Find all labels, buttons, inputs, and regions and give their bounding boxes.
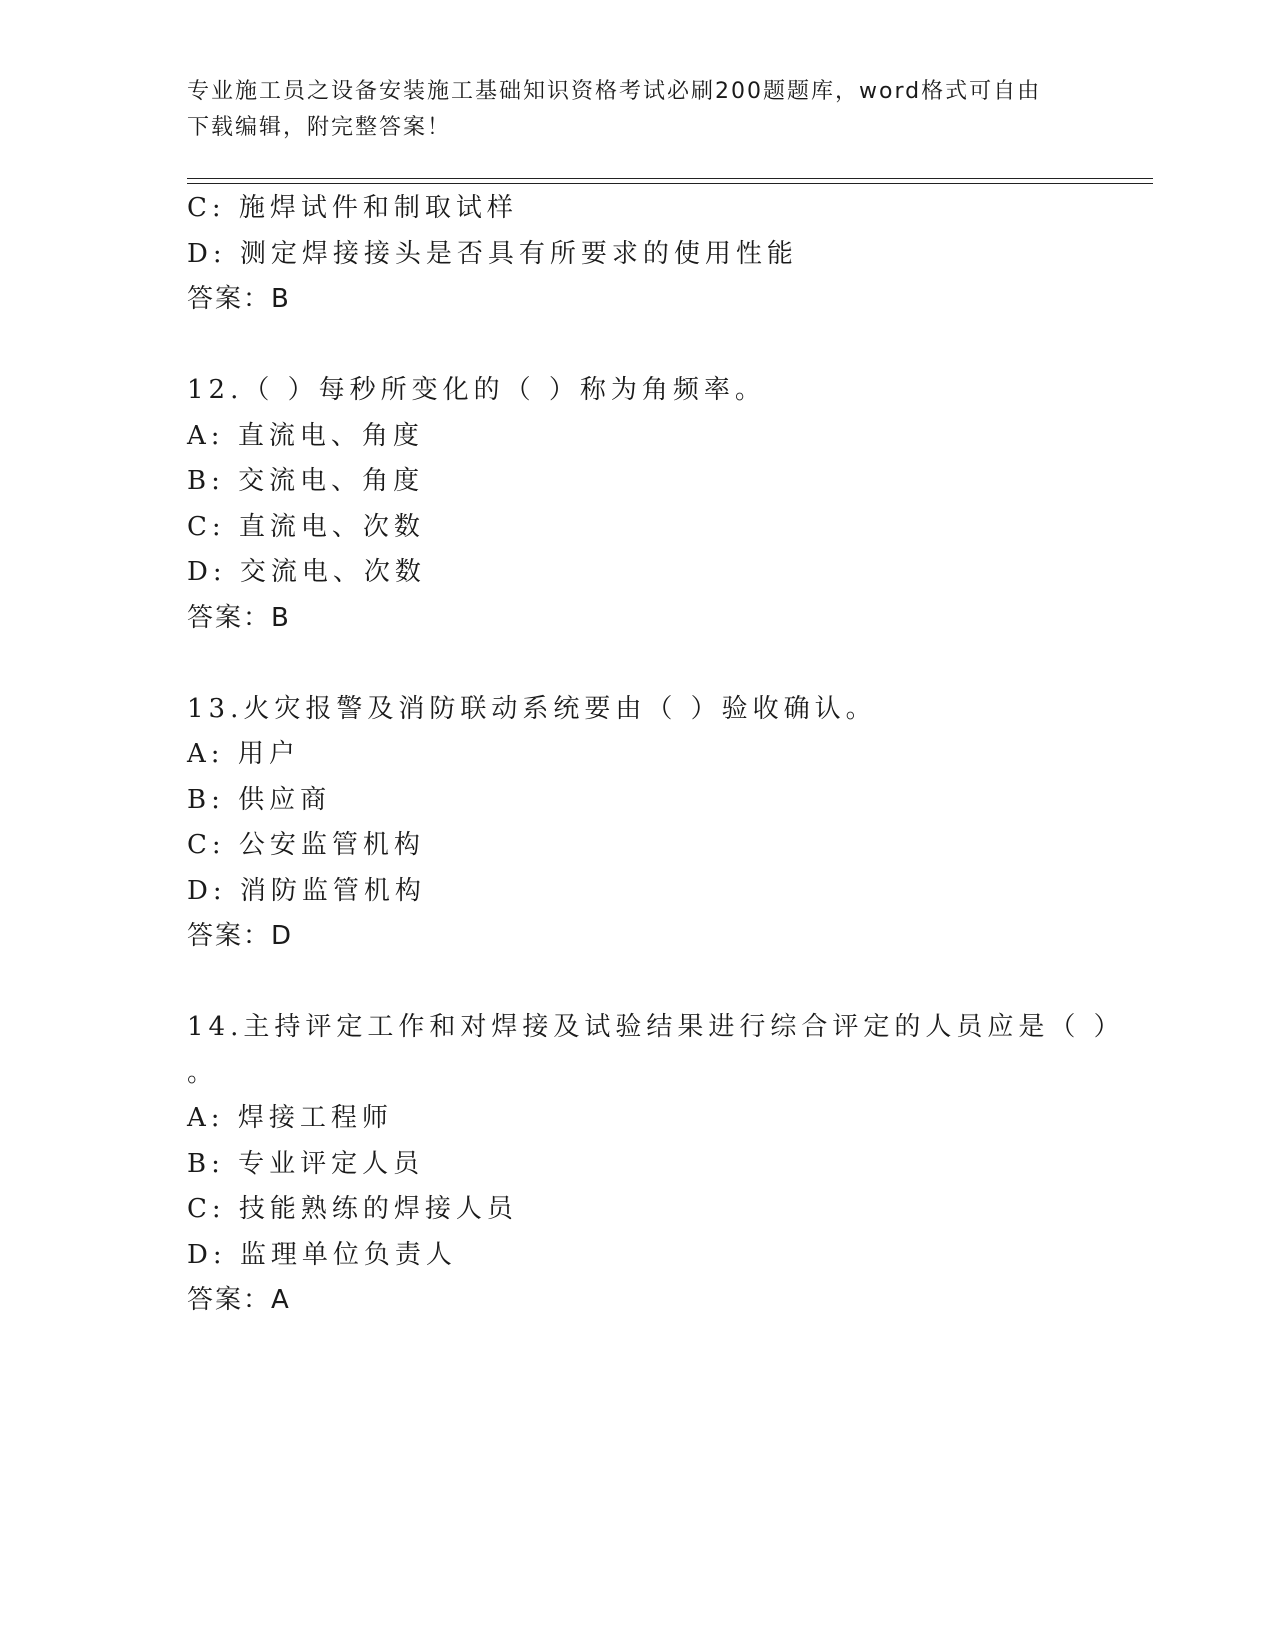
question-13 xyxy=(187,687,1087,960)
question-list xyxy=(187,186,1125,1324)
option-c: C: 施焊试件和制取试样 xyxy=(187,193,518,223)
answer-line: 答案：D xyxy=(187,921,294,951)
option-a: A: 用户 xyxy=(187,739,300,769)
document-header xyxy=(187,74,1067,146)
answer-line: 答案：B xyxy=(187,602,291,633)
question-11-continued xyxy=(187,186,1087,323)
option-a: A: 直流电、角度 xyxy=(187,420,424,451)
option-a: A: 焊接工程师 xyxy=(187,1103,393,1133)
option-b: B: 供应商 xyxy=(187,784,332,815)
answer-line: 答案：B xyxy=(187,284,291,314)
option-b: B: 交流电、角度 xyxy=(187,466,425,496)
option-c: C: 公安监管机构 xyxy=(187,830,425,860)
header-divider-top xyxy=(187,178,1153,179)
header-line-1: 专业施工员之设备安装施工基础知识资格考试必刷200题题库，word格式可自由 xyxy=(187,79,1042,104)
question-stem: 14.主持评定工作和对焊接及试验结果进行综合评定的人员应是（ ） xyxy=(187,1012,1125,1042)
question-stem-continued: 。 xyxy=(187,1057,219,1088)
option-c: C: 直流电、次数 xyxy=(187,511,425,542)
answer-line: 答案：A xyxy=(187,1285,291,1315)
option-c: C: 技能熟练的焊接人员 xyxy=(187,1194,518,1224)
option-d: D: 测定焊接接头是否具有所要求的使用性能 xyxy=(187,238,798,269)
question-14 xyxy=(187,1005,1125,1324)
option-d: D: 消防监管机构 xyxy=(187,875,426,906)
option-d: D: 监理单位负责人 xyxy=(187,1239,457,1270)
header-divider-bottom xyxy=(187,183,1153,184)
option-d: D: 交流电、次数 xyxy=(187,557,426,587)
option-b: B: 专业评定人员 xyxy=(187,1148,425,1179)
header-line-2: 下载编辑，附完整答案！ xyxy=(187,115,452,140)
question-stem: 13.火灾报警及消防联动系统要由（ ）验收确认。 xyxy=(187,693,877,724)
question-stem: 12.（ ）每秒所变化的（ ）称为角频率。 xyxy=(187,375,766,405)
question-12 xyxy=(187,368,1087,641)
